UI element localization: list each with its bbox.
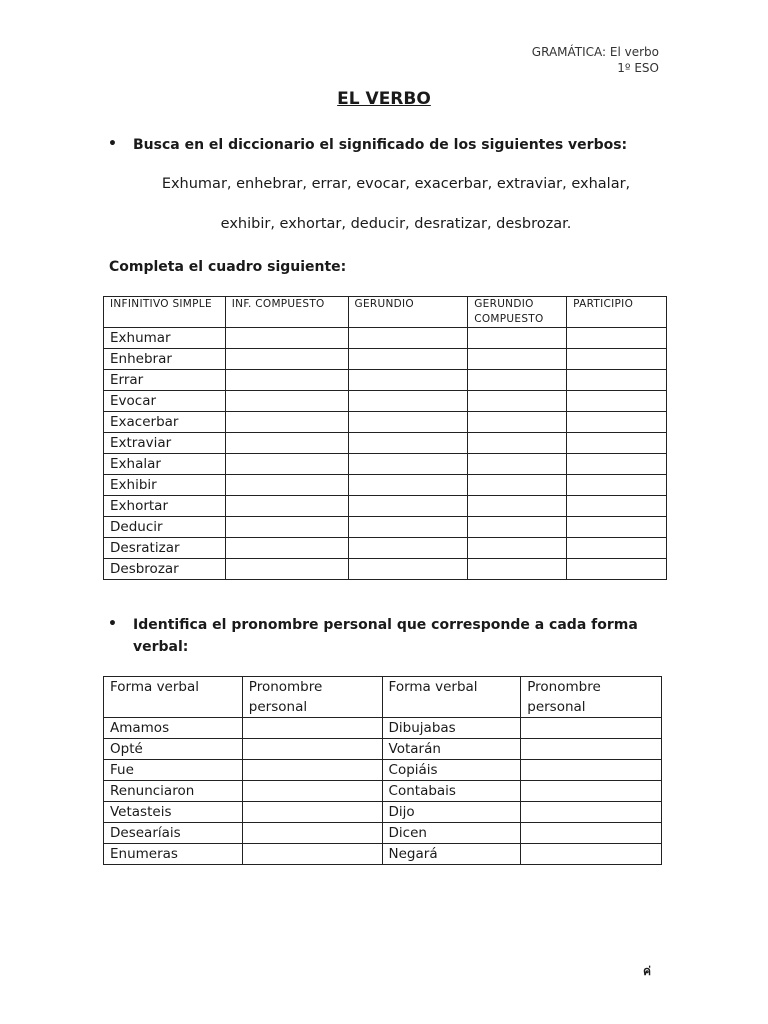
header-course: 1º ESO [617, 61, 659, 75]
table-row [104, 496, 667, 517]
blank-answer-cell[interactable] [348, 538, 468, 559]
blank-answer-cell[interactable] [242, 823, 382, 844]
page-title: EL VERBO [337, 89, 431, 109]
blank-answer-cell[interactable] [468, 412, 567, 433]
verb-list-line-1: Exhumar, enhebrar, errar, evocar, exacerbar, extraviar, exhalar, [161, 176, 631, 192]
column-header: Pronombre personal [242, 677, 382, 718]
infinitive-cell: Exhalar [104, 454, 226, 475]
blank-answer-cell[interactable] [468, 454, 567, 475]
bullet-2: • [108, 616, 117, 632]
blank-answer-cell[interactable] [348, 412, 468, 433]
blank-answer-cell[interactable] [225, 475, 348, 496]
blank-answer-cell[interactable] [521, 844, 662, 865]
blank-answer-cell[interactable] [468, 559, 567, 580]
blank-answer-cell[interactable] [567, 391, 667, 412]
column-header: GERUNDIO COMPUESTO [468, 297, 567, 328]
subtitle-complete-table: Completa el cuadro siguiente: [109, 259, 347, 275]
column-header: Forma verbal [382, 677, 521, 718]
infinitive-cell: Enhebrar [104, 349, 226, 370]
blank-answer-cell[interactable] [567, 454, 667, 475]
blank-answer-cell[interactable] [225, 454, 348, 475]
blank-answer-cell[interactable] [521, 781, 662, 802]
table-row [104, 328, 667, 349]
blank-answer-cell[interactable] [348, 370, 468, 391]
blank-answer-cell[interactable] [468, 370, 567, 391]
blank-answer-cell[interactable] [348, 496, 468, 517]
blank-answer-cell[interactable] [567, 559, 667, 580]
table-row [104, 433, 667, 454]
table-row [104, 370, 667, 391]
table-row [104, 538, 667, 559]
table-header-row [104, 677, 662, 718]
verb-form-cell: Vetasteis [104, 802, 243, 823]
blank-answer-cell[interactable] [242, 739, 382, 760]
blank-answer-cell[interactable] [225, 412, 348, 433]
verb-form-cell: Copiáis [382, 760, 521, 781]
pronoun-table [103, 676, 662, 865]
blank-answer-cell[interactable] [521, 718, 662, 739]
verb-form-cell: Enumeras [104, 844, 243, 865]
blank-answer-cell[interactable] [348, 475, 468, 496]
blank-answer-cell[interactable] [521, 739, 662, 760]
column-header: Pronombre personal [521, 677, 662, 718]
table-row [104, 718, 662, 739]
blank-answer-cell[interactable] [567, 538, 667, 559]
table-row [104, 802, 662, 823]
blank-answer-cell[interactable] [348, 433, 468, 454]
verb-form-cell: Dicen [382, 823, 521, 844]
instruction-pronouns: Identifica el pronombre personal que corresponde a cada forma verbal: [133, 617, 638, 655]
page-mark: ค่ [642, 964, 651, 978]
blank-answer-cell[interactable] [225, 433, 348, 454]
table-row [104, 781, 662, 802]
infinitive-cell: Exhortar [104, 496, 226, 517]
table-row [104, 517, 667, 538]
blank-answer-cell[interactable] [225, 349, 348, 370]
table-row [104, 823, 662, 844]
verb-form-cell: Votarán [382, 739, 521, 760]
blank-answer-cell[interactable] [225, 391, 348, 412]
blank-answer-cell[interactable] [468, 349, 567, 370]
bullet-1: • [108, 136, 117, 152]
table-row [104, 760, 662, 781]
blank-answer-cell[interactable] [242, 760, 382, 781]
blank-answer-cell[interactable] [567, 475, 667, 496]
header-subject: GRAMÁTICA: El verbo [531, 45, 659, 59]
table-row [104, 412, 667, 433]
blank-answer-cell[interactable] [567, 517, 667, 538]
column-header: INF. COMPUESTO [225, 297, 348, 328]
blank-answer-cell[interactable] [468, 475, 567, 496]
blank-answer-cell[interactable] [242, 844, 382, 865]
verb-forms-table [103, 296, 667, 580]
table-row [104, 391, 667, 412]
blank-answer-cell[interactable] [521, 802, 662, 823]
infinitive-cell: Desbrozar [104, 559, 226, 580]
blank-answer-cell[interactable] [348, 454, 468, 475]
blank-answer-cell[interactable] [242, 718, 382, 739]
page-header [532, 44, 659, 76]
infinitive-cell: Desratizar [104, 538, 226, 559]
verb-list-line-2: exhibir, exhortar, deducir, desratizar, desbrozar. [220, 216, 572, 232]
column-header: INFINITIVO SIMPLE [104, 297, 226, 328]
verb-form-cell: Desearíais [104, 823, 243, 844]
blank-answer-cell[interactable] [468, 538, 567, 559]
infinitive-cell: Exhumar [104, 328, 226, 349]
verb-form-cell: Negará [382, 844, 521, 865]
column-header: PARTICIPIO [567, 297, 667, 328]
blank-answer-cell[interactable] [348, 517, 468, 538]
blank-answer-cell[interactable] [242, 781, 382, 802]
blank-answer-cell[interactable] [567, 496, 667, 517]
infinitive-cell: Extraviar [104, 433, 226, 454]
blank-answer-cell[interactable] [521, 823, 662, 844]
column-header: GERUNDIO [348, 297, 468, 328]
blank-answer-cell[interactable] [348, 559, 468, 580]
infinitive-cell: Errar [104, 370, 226, 391]
blank-answer-cell[interactable] [242, 802, 382, 823]
blank-answer-cell[interactable] [567, 328, 667, 349]
verb-form-cell: Fue [104, 760, 243, 781]
blank-answer-cell[interactable] [567, 370, 667, 391]
table-row [104, 844, 662, 865]
blank-answer-cell[interactable] [348, 391, 468, 412]
blank-answer-cell[interactable] [567, 349, 667, 370]
infinitive-cell: Exhibir [104, 475, 226, 496]
blank-answer-cell[interactable] [348, 349, 468, 370]
blank-answer-cell[interactable] [468, 496, 567, 517]
blank-answer-cell[interactable] [521, 760, 662, 781]
table-row [104, 559, 667, 580]
table-row [104, 475, 667, 496]
table-header-row [104, 297, 667, 328]
verb-form-cell: Dijo [382, 802, 521, 823]
infinitive-cell: Evocar [104, 391, 226, 412]
blank-answer-cell[interactable] [225, 559, 348, 580]
column-header: Forma verbal [104, 677, 243, 718]
table-row [104, 349, 667, 370]
blank-answer-cell[interactable] [468, 517, 567, 538]
verb-form-cell: Contabais [382, 781, 521, 802]
infinitive-cell: Exacerbar [104, 412, 226, 433]
verb-form-cell: Amamos [104, 718, 243, 739]
blank-answer-cell[interactable] [225, 517, 348, 538]
blank-answer-cell[interactable] [348, 328, 468, 349]
blank-answer-cell[interactable] [225, 496, 348, 517]
blank-answer-cell[interactable] [468, 328, 567, 349]
table-row [104, 454, 667, 475]
blank-answer-cell[interactable] [468, 433, 567, 454]
blank-answer-cell[interactable] [567, 433, 667, 454]
infinitive-cell: Deducir [104, 517, 226, 538]
blank-answer-cell[interactable] [225, 538, 348, 559]
blank-answer-cell[interactable] [225, 328, 348, 349]
verb-form-cell: Dibujabas [382, 718, 521, 739]
verb-form-cell: Opté [104, 739, 243, 760]
blank-answer-cell[interactable] [567, 412, 667, 433]
blank-answer-cell[interactable] [468, 391, 567, 412]
instruction-dictionary: Busca en el diccionario el significado de los siguientes verbos: [133, 137, 628, 153]
table-row [104, 739, 662, 760]
blank-answer-cell[interactable] [225, 370, 348, 391]
verb-form-cell: Renunciaron [104, 781, 243, 802]
